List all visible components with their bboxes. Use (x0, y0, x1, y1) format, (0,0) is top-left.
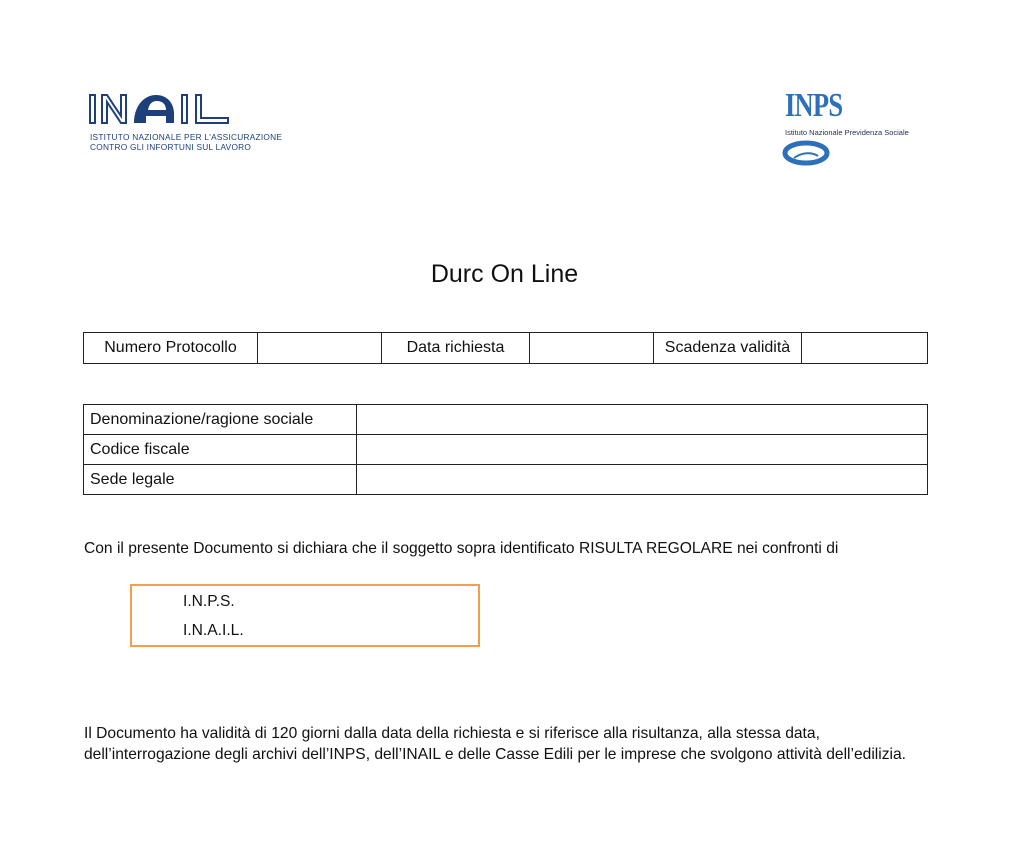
protocol-row (84, 333, 928, 364)
inail-subtitle-line-2: CONTRO GLI INFORTUNI SUL LAVORO (90, 142, 252, 152)
sede-legale-value (357, 465, 928, 495)
inail-subtitle (90, 132, 282, 152)
inail-wordmark-icon (88, 92, 248, 126)
scadenza-validita-value (802, 333, 928, 364)
entity-inail: I.N.A.I.L. (183, 622, 244, 639)
data-richiesta-label: Data richiesta (382, 333, 530, 364)
company-row-codice-fiscale (84, 435, 928, 465)
denominazione-label: Denominazione/ragione sociale (84, 405, 357, 435)
inps-swirl-icon (782, 140, 830, 166)
inail-logo (88, 92, 288, 156)
inps-subtitle: Istituto Nazionale Previdenza Sociale (785, 128, 909, 137)
entity-inps: I.N.P.S. (183, 593, 235, 610)
validity-paragraph: Il Documento ha validità di 120 giorni dalla data della richiesta e si riferisce alla risultanza, alla stessa data, dell’interrogazione degli archivi dell’INPS, dell’INAIL e delle Casse Edili per le imprese che svolgono attività dell’edilizia. (84, 725, 906, 763)
data-richiesta-value (530, 333, 654, 364)
inps-logo (782, 86, 932, 168)
protocol-table (83, 332, 928, 364)
codice-fiscale-label: Codice fiscale (84, 435, 357, 465)
numero-protocollo-value (258, 333, 382, 364)
entities-highlight-box (130, 584, 480, 647)
declaration-text: Con il presente Documento si dichiara che il soggetto sopra identificato RISULTA REGOLARE nei confronti di (84, 540, 839, 557)
company-row-sede-legale (84, 465, 928, 495)
numero-protocollo-label: Numero Protocollo (84, 333, 258, 364)
inail-subtitle-line-1: ISTITUTO NAZIONALE PER L'ASSICURAZIONE (90, 132, 283, 142)
sede-legale-label: Sede legale (84, 465, 357, 495)
scadenza-validita-label: Scadenza validità (654, 333, 802, 364)
company-table (83, 404, 928, 495)
codice-fiscale-value (357, 435, 928, 465)
document-title: Durc On Line (430, 260, 579, 288)
denominazione-value (357, 405, 928, 435)
company-row-denominazione (84, 405, 928, 435)
inps-wordmark: INPS (785, 87, 843, 124)
